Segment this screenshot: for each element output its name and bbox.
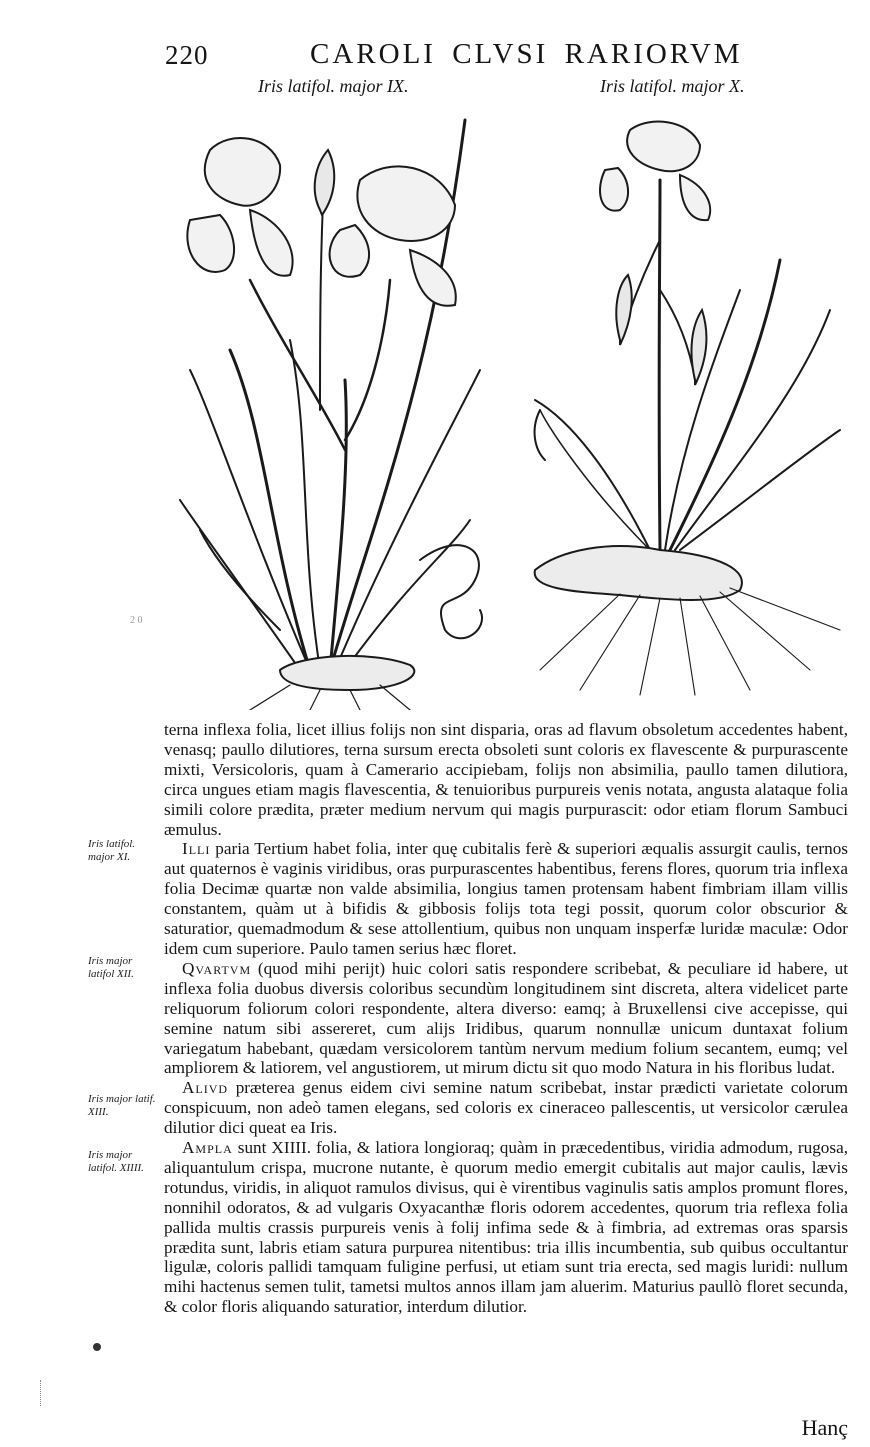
margin-note-4: Iris major latifol. XIIII.: [88, 1149, 144, 1174]
ink-blot: [93, 1343, 101, 1351]
paragraph-2: Illi paria Tertium habet folia, inter quę cubitalis ferè & superiori æqualis assurgit caulis, ternos aut quaternos è vaginis viridibus, oras purpurascentes habentibus, ferens flores, quorum tria inflexa folia Decimæ quartæ non valde absimilia, longius tamen protensam habent fimbriam illam villis constantem, quàm ut à bifidis & gibbosis folijs tota tegi possit, quorum color obscurior & saturatior, quemadmodum & sese attollentium, quibus non unquam insperfæ luridæ maculæ: Odor idem cum superiore. Paulo tamen serius hæc floret.: [164, 839, 848, 958]
iris-plant-with-rhizome-woodcut-icon: [520, 110, 850, 700]
margin-note-1: Iris latifol. major XI.: [88, 838, 136, 863]
running-head: CAROLI CLVSI RARIORVM: [310, 38, 743, 70]
page-header: [165, 38, 765, 78]
stray-mark: 2 0: [130, 615, 143, 626]
body-text: [164, 720, 848, 1317]
margin-note-2: Iris major latifol XII.: [88, 955, 134, 980]
figure-caption-right: Iris latifol. major X.: [600, 76, 745, 96]
page-number: 220: [165, 40, 209, 70]
figure-caption-left: Iris latifol. major IX.: [258, 76, 409, 96]
paragraph-1: terna inflexa folia, licet illius folijs non sint disparia, oras ad flavum obsoletum accedentes habent, venasq; paullo dilutiores, terna sursum erecta obsoleti sunt coloris ex flavescente & purpurascente mixti, Versicoloris, quam à Camerario accipiebam, folijs non absimilia, paullo tamen dilutiora, circa ungues etiam magis flavescentia, & tenuioribus purpureis venis notata, angusta alataque folia simili colore prædita, præter medium nervum qui magis purpurascit: odor etiam florum Sambuci æmulus.: [164, 720, 848, 839]
margin-note-3: Iris major latif. XIII.: [88, 1093, 156, 1118]
gutter-mark: [40, 1380, 47, 1406]
paragraph-4: Alivd præterea genus eidem civi semine natum scribebat, instar prædicti varietate colorum conspicuum, non adeò tamen elegans, sed coloris ex cineraceo pallescentis, ut versicolor cærulea dilutior dici queat ea Iris.: [164, 1078, 848, 1138]
iris-plant-woodcut-icon: [170, 110, 500, 710]
paragraph-3: Qvartvm (quod mihi perijt) huic colori satis respondere scribebat, & peculiare id habere, ut inflexa folia duobus diversis coloribus secundùm longitudinem sint discreta, altera videlicet parte reliquorum foliorum colori respondente, altera diverso: eamq; à Bruxellensi cive accepisse, qui semine natum sibi assereret, cum alijs Iridibus, quarum nonnullæ unicum duntaxat folium variegatum habebant, quædam versicolorem tantùm nervum medium folium secantem, eumq; vel ampliorem & latiorem, vel angustiorem, ut mirum dictu sit quo modo Natura in his floribus ludat.: [164, 958, 848, 1078]
catchword: Hanç: [801, 1415, 848, 1440]
paragraph-5: Ampla sunt XIIII. folia, & latiora longioraq; quàm in præcedentibus, viridia admodum, rugosa, aliquantulum crispa, mucrone nutante, è quorum medio emergit cubitalis aut major caulis, lævis rotundus, viridis, in aliquot ramulos divisus, qui è virentibus vaginulis satis amplos promunt flores, nonnihil odoratos, & ad vulgaris Oxyacanthæ floris odorem accedentes, quorum tria reflexa folia pallida multis crassis purpureis venis à folij infima sede & à fimbria, ad extremas oras sparsis prædita sunt, labris etiam satura purpurea nitentibus: tria illis incumbentia, sub quibus occultantur ligulæ, coloris pallidi tamquam fuligine perfusi, ut etiam sunt tria erecta, sed magis luridi: nullum mihi hactenus semen tulit, tametsi multos annos illam jam aluerim. Maturius paullò floret secunda, & color floris aliquando saturatior, interdum dilutior.: [164, 1138, 848, 1317]
